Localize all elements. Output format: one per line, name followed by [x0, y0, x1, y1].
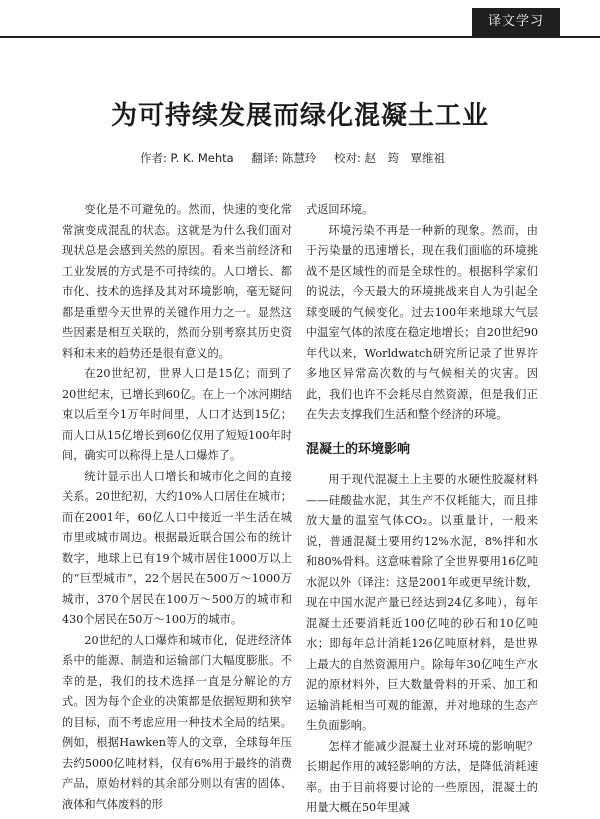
- article-title: 为可持续发展而绿化混凝土工业: [110, 101, 489, 131]
- paragraph: 统计显示出人口增长和城市化之间的直接关系。20世纪初，大约10%人口居住在城市；而在2001年，60亿人口中接近一半生活在城市里或城市周边。根据最近联合国公布的统计数字，地球上已有19个城市居住1000万以上的“巨型城市”，22个居民在500万～1000万城市，370个居民在100万～500万的城市和430个居民在50万～100万的城市。: [62, 469, 292, 626]
- paragraph: 用于现代混凝土上主要的水硬性胶凝材料——硅酸盐水泥，其生产不仅耗能大，而且排放大量的温室气体CO₂。以重量计，一般来说，普通混凝土要用约12%水泥，8%拌和水和80%骨料。这意味着除了全世界要用16亿吨水泥以外（译注：这是2001年或更早统计数，现在中国水泥产量已经达到24亿多吨），每年混凝土还要消耗近100亿吨的砂石和10亿吨水；即每年总计消耗126亿吨原材料，是世界上最大的自然资源用户。除每年30亿吨生产水泥的原材料外，巨大数量骨料的开采、加工和运输消耗相当可观的能源，并对地球的生态产生负面影响。: [306, 473, 538, 732]
- translator: 翻译: 陈慧玲: [251, 151, 317, 165]
- section-tab[interactable]: 译文学习: [472, 8, 560, 36]
- paragraph: 变化是不可避免的。然而，快速的变化常常演变成混乱的状态。这就是为什么我们面对现状总是会感到关然的原因。看来当前经济和工业发展的方式是不可持续的。人口增长、都市化、技术的选择及其对环境影响，毫无疑问都是重塑今天世界的关键作用力之一。显然这些因素是相互关联的，然而分别考察其历史资料和未来的趋势还是很有意义的。: [62, 203, 292, 360]
- paragraph: 式返回环境。: [306, 203, 374, 216]
- paragraph: 环境污染不再是一种新的现象。然而，由于污染量的迅速增长，现在我们面临的环境挑战不是区域性的而是全球性的。根据科学家们的说法，今天最大的环境挑战来自人为引起全球变暖的气候变化。过去100年来地球大气层中温室气体的浓度在稳定地增长；自20世纪90年代以来，Worldwatch研究所记录了世界许多地区异常高次数的与气候相关的灾害。因此，我们也许不会耗尽自然资源，但是我们正在失去支撑我们生活和整个经济的环境。: [306, 223, 538, 421]
- paragraph: 20世纪的人口爆炸和城市化，促进经济体系中的能源、制造和运输部门大幅度膨胀。不幸的是，我们的技术选择一直是分解论的方式。因为每个企业的决策都是依据短期和狭窄的目标，而不考虑应用一种技术全局的结果。例如，根据Hawken等人的文章，全球每年压去约5000亿吨材料，仅有6%用于最终的消费产品，原始材料的其余部分则以有害的固体、液体和气体废料的形: [62, 633, 292, 811]
- left-column: [62, 200, 292, 815]
- right-column: [306, 200, 538, 819]
- section-heading: 混凝土的环境影响: [306, 441, 411, 457]
- proofreader: 校对: 赵 筠 覃维祖: [334, 151, 446, 165]
- header-bar: [0, 0, 600, 38]
- paragraph: 在20世纪初，世界人口是15亿；而到了20世纪末，已增长到60亿。在上一个冰河期结束以后至今1万年时间里，人口才达到15亿；而人口从15亿增长到60亿仅用了短短100年时间，确实可以称得上是人口爆炸了。: [62, 367, 292, 462]
- paragraph: 怎样才能减少混凝土业对环境的影响呢？长期起作用的减轻影响的方法，是降低消耗速率。由于目前将要讨论的一些原因，混凝土的用量大概在50年里减: [306, 739, 538, 814]
- author: 作者: P. K. Mehta: [140, 151, 234, 165]
- byline: [140, 150, 580, 166]
